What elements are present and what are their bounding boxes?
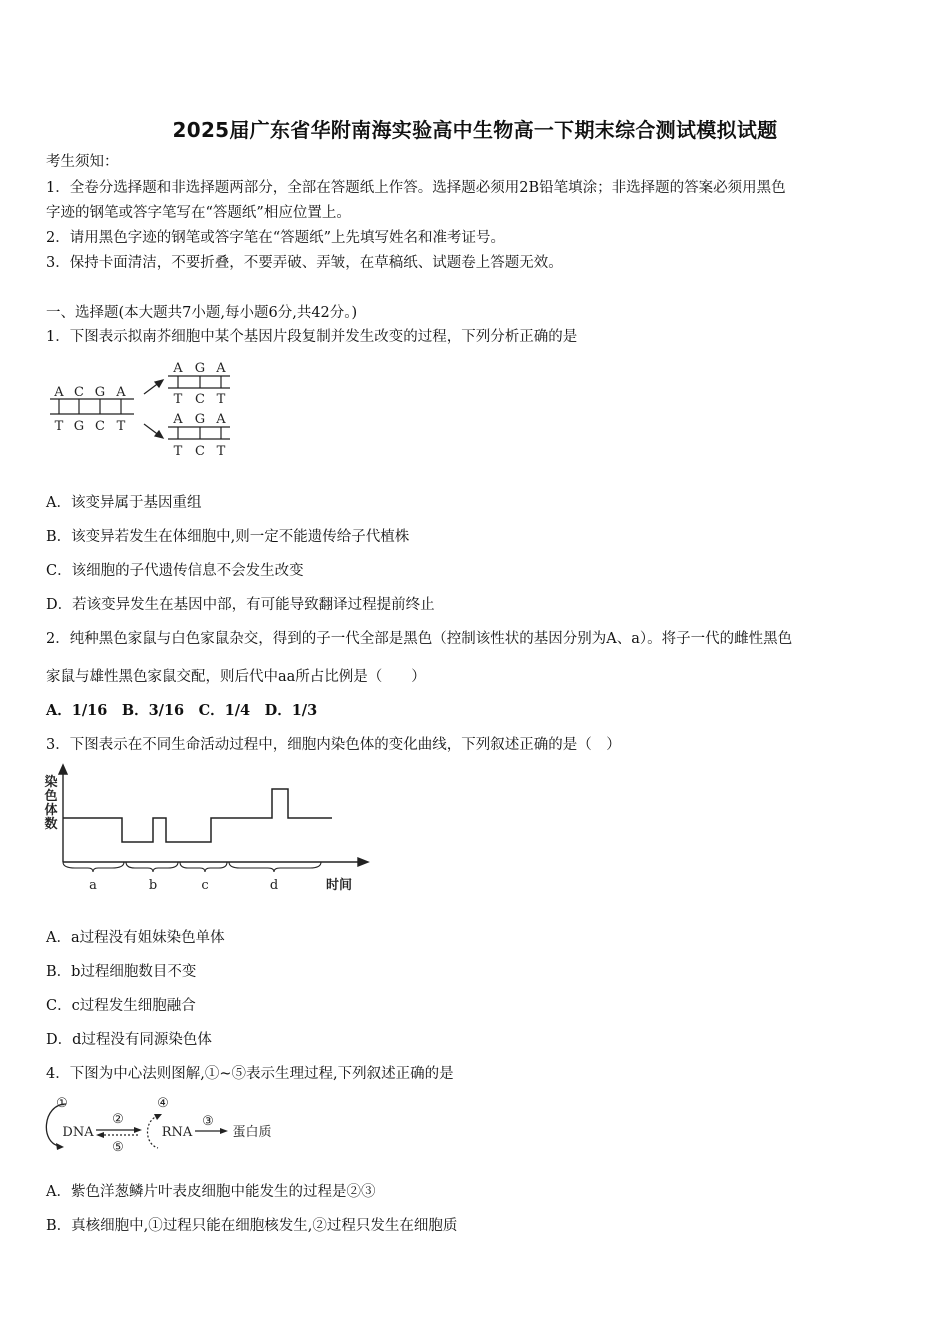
- left-bottom-base-3: C: [95, 419, 105, 434]
- reverse-transcription-arrowhead: [96, 1132, 104, 1138]
- chromosome-curve: [63, 789, 332, 842]
- lower-top-base-2: G: [194, 412, 206, 427]
- question-1-option-a: A．该变异属于基因重组: [46, 495, 202, 511]
- upper-bottom-base-2: C: [195, 392, 205, 407]
- transcription-arrowhead: [134, 1127, 142, 1133]
- rna-label: RNA: [161, 1125, 193, 1140]
- segment-label-d: d: [269, 878, 279, 893]
- upper-daughter-strand: [168, 376, 230, 388]
- left-top-base-1: A: [54, 385, 64, 400]
- upper-top-base-1: A: [173, 361, 183, 376]
- segment-label-c: c: [201, 878, 209, 893]
- y-label-char-2: 色: [44, 789, 58, 804]
- question-4-option-b: B．真核细胞中,①过程只能在细胞核发生,②过程只发生在细胞质: [46, 1218, 458, 1234]
- left-top-base-3: G: [94, 385, 106, 400]
- translation-arrowhead: [220, 1128, 228, 1134]
- segment-label-a: a: [89, 878, 97, 893]
- upper-top-base-3: A: [216, 361, 226, 376]
- y-label-char-3: 体: [44, 803, 58, 818]
- question-3-option-b: B．b过程细胞数目不变: [46, 964, 197, 980]
- process-4-label: ④: [157, 1096, 169, 1111]
- dna-replication-figure: [44, 358, 244, 462]
- section-heading: 一、选择题(本大题共7小题,每小题6分,共42分。): [46, 305, 358, 321]
- chart-axes: [59, 765, 368, 866]
- notice-item-1-line-2: 字迹的钢笔或答字笔写在“答题纸”相应位置上。: [46, 205, 351, 221]
- notice-item-1-line-1: 1．全卷分选择题和非选择题两部分，全部在答题纸上作答。选择题必须用2B铅笔填涂；非选择题的答案必须用黑色: [46, 180, 786, 196]
- question-4-stem: 4．下图为中心法则图解,①~⑤表示生理过程,下列叙述正确的是: [46, 1066, 454, 1082]
- segment-braces: [63, 862, 321, 872]
- question-3-option-d: D．d过程没有同源染色体: [46, 1032, 212, 1048]
- protein-label: 蛋白质: [232, 1125, 272, 1140]
- y-label-char-1: 染: [44, 775, 58, 790]
- question-2-options: A．1/16 B．3/16 C．1/4 D．1/3: [46, 702, 318, 719]
- question-2-stem-line-2: 家鼠与雄性黑色家鼠交配，则后代中aa所占比例是（ ）: [46, 669, 426, 685]
- x-axis-arrow: [358, 858, 368, 866]
- lower-bottom-base-2: C: [195, 444, 205, 459]
- page-title: 2025届广东省华附南海实验高中生物高一下期末综合测试模拟试题: [172, 118, 778, 142]
- question-1-stem: 1．下图表示拟南芥细胞中某个基因片段复制并发生改变的过程，下列分析正确的是: [46, 329, 578, 345]
- rna-loop-arrowhead: [154, 1114, 162, 1120]
- rna-replication-loop: [148, 1116, 159, 1148]
- dna-loop-arrowhead: [56, 1143, 64, 1150]
- x-axis-label: 时间: [325, 878, 353, 893]
- left-top-base-4: A: [116, 385, 126, 400]
- notice-item-2: 2．请用黑色字迹的钢笔或答字笔在“答题纸”上先填写姓名和准考证号。: [46, 230, 506, 246]
- left-dna-strand: [50, 399, 134, 414]
- lower-top-base-3: A: [216, 412, 226, 427]
- y-axis-arrow: [59, 765, 67, 774]
- lower-bottom-base-3: T: [216, 444, 226, 459]
- dna-label: DNA: [62, 1125, 94, 1140]
- central-dogma-figure: [40, 1092, 290, 1156]
- question-3-stem: 3．下图表示在不同生命活动过程中，细胞内染色体的变化曲线，下列叙述正确的是（ ）: [46, 737, 621, 753]
- left-bottom-base-4: T: [116, 419, 126, 434]
- upper-bottom-base-1: T: [173, 392, 183, 407]
- process-1-label: ①: [56, 1096, 68, 1111]
- process-3-label: ③: [202, 1114, 214, 1129]
- question-3-option-a: A．a过程没有姐妹染色单体: [46, 930, 225, 946]
- question-2-stem-line-1: 2．纯种黑色家鼠与白色家鼠杂交，得到的子一代全部是黑色（控制该性状的基因分别为A、a）。将子一代的雌性黑色: [46, 631, 793, 647]
- replication-arrows: [144, 380, 163, 438]
- segment-label-b: b: [148, 878, 158, 893]
- question-1-option-b: B．该变异若发生在体细胞中,则一定不能遗传给子代植株: [46, 529, 410, 545]
- left-bottom-base-1: T: [54, 419, 64, 434]
- upper-bottom-base-3: T: [216, 392, 226, 407]
- question-1-option-c: C．该细胞的子代遗传信息不会发生改变: [46, 563, 304, 579]
- lower-top-base-1: A: [173, 412, 183, 427]
- lower-daughter-strand: [168, 427, 230, 439]
- process-5-label: ⑤: [112, 1140, 124, 1155]
- left-top-base-2: C: [74, 385, 84, 400]
- notice-item-3: 3．保持卡面清洁，不要折叠，不要弄破、弄皱，在草稿纸、试题卷上答题无效。: [46, 255, 563, 271]
- left-bottom-base-2: G: [73, 419, 85, 434]
- question-3-option-c: C．c过程发生细胞融合: [46, 998, 196, 1014]
- lower-bottom-base-1: T: [173, 444, 183, 459]
- chromosome-curve-figure: [40, 762, 370, 898]
- upper-top-base-2: G: [194, 361, 206, 376]
- y-label-char-4: 数: [44, 817, 58, 832]
- question-4-option-a: A．紫色洋葱鳞片叶表皮细胞中能发生的过程是②③: [46, 1184, 376, 1200]
- notice-heading: 考生须知：: [46, 154, 119, 170]
- question-1-option-d: D．若该变异发生在基因中部，有可能导致翻译过程提前终止: [46, 597, 435, 613]
- process-2-label: ②: [112, 1112, 124, 1127]
